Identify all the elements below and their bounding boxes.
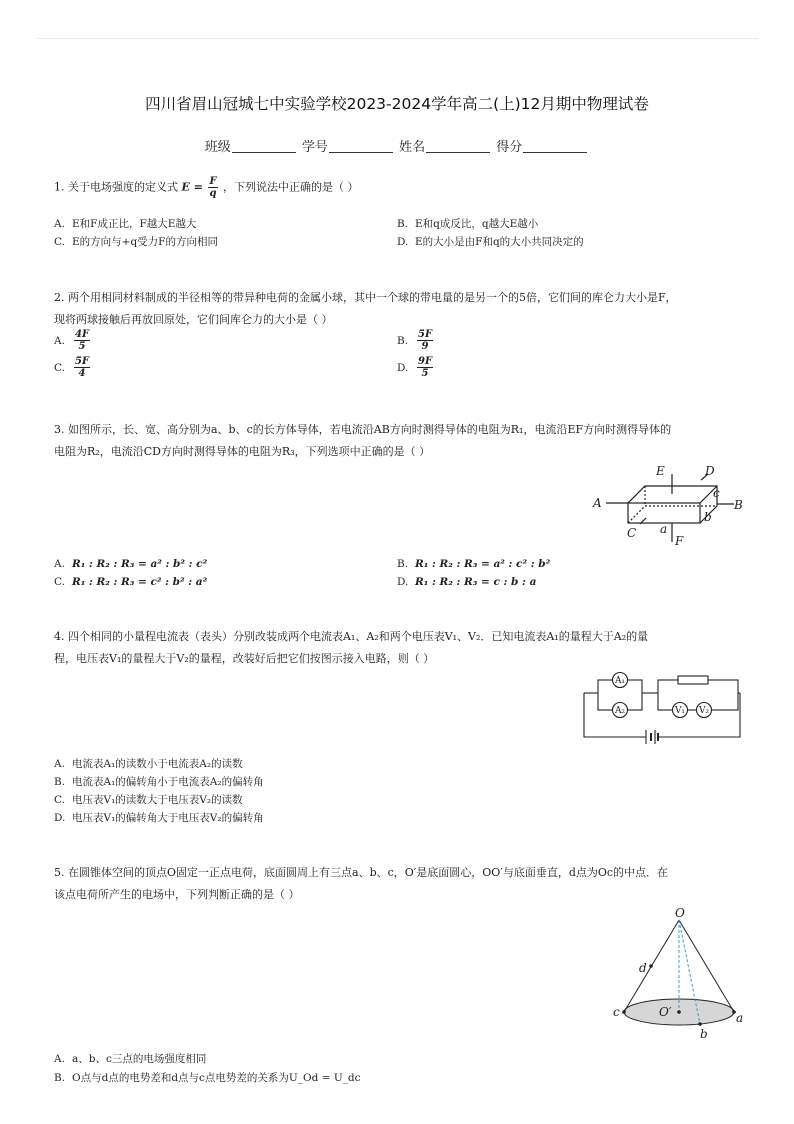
name-blank[interactable] [426, 140, 490, 153]
q5-option-b[interactable]: B. O点与d点的电势差和d点与c点电势差的关系为U_Od = U_dc [54, 1072, 361, 1084]
q2-option-a[interactable]: A. $\frac{4F}{5}$ [54, 329, 90, 352]
q1-option-a[interactable]: A. E和F成正比，F越大E越大 [54, 218, 197, 230]
label-O: O [675, 906, 685, 920]
label-F: F [675, 534, 684, 548]
q2-option-d[interactable]: D. $\frac{9F}{5}$ [397, 356, 433, 379]
q4-option-b[interactable]: B. 电流表A₁的偏转角小于电流表A₂的偏转角 [54, 776, 264, 788]
number-blank[interactable] [329, 140, 393, 153]
label-C: C [627, 526, 637, 540]
q4-circuit-figure [580, 664, 745, 749]
q3-line-2: 电阻为R₂，电流沿CD方向时测得导体的电阻为R₃，下列选项中正确的是（ ） [54, 445, 431, 458]
label-a: a [736, 1011, 744, 1025]
q5-line-1: 5. 在圆锥体空间的顶点O固定一正点电荷，底面圆周上有三点a、b、c，O′是底面圆心，OO′与底面垂直，d点为Oc的中点．在 [54, 866, 669, 879]
label-d: d [639, 961, 647, 975]
resistor [678, 676, 708, 684]
q3-line-1: 3. 如图所示，长、宽、高分别为a、b、c的长方体导体，若电流沿AB方向时测得导体的电阻为R₁，电流沿EF方向时测得导体的 [54, 423, 672, 436]
label-V1: V₁ [674, 706, 686, 716]
class-label: 班级 [204, 140, 231, 155]
q1-option-b[interactable]: B. E和q成反比，q越大E越小 [397, 218, 539, 230]
q2-line-2: 现将两球接触后再放回原处，它们间库仑力的大小是（ ） [54, 313, 333, 326]
label-O2: O′ [659, 1005, 672, 1019]
question-5 [54, 862, 744, 906]
q3-option-a[interactable]: A. R₁ : R₂ : R₃ = a² : b² : c² [54, 558, 208, 570]
q5-option-a[interactable]: A. a、b、c三点的电场强度相同 [54, 1053, 207, 1065]
q1-option-d[interactable]: D. E的大小是由F和q的大小共同决定的 [397, 236, 584, 248]
score-label: 得分 [496, 140, 523, 155]
q4-option-d[interactable]: D. 电压表V₁的偏转角大于电压表V₂的偏转角 [54, 812, 264, 824]
label-A1: A₁ [614, 676, 626, 686]
point-b [698, 1022, 702, 1026]
q2-option-b[interactable]: B. $\frac{5F}{9}$ [397, 329, 433, 352]
label-A2: A₂ [614, 706, 626, 716]
q4-option-c[interactable]: C. 电压表V₁的读数大于电压表V₂的读数 [54, 794, 243, 806]
q1-num: F [209, 176, 217, 187]
q2-line-1: 2. 两个用相同材料制成的半径相等的带异种电荷的金属小球，其中一个球的带电量的是另一个的5倍，它们间的库仑力大小是F， [54, 291, 677, 304]
label-A: A [593, 496, 602, 510]
q1-den: q [209, 188, 217, 199]
name-label: 姓名 [399, 140, 426, 155]
label-b: b [700, 1027, 708, 1041]
q1-stem-post: ，下列说法中正确的是（ ） [223, 180, 359, 194]
q5-cone-figure [604, 902, 754, 1047]
score-blank[interactable] [523, 140, 587, 153]
cone-edge-right [679, 920, 734, 1012]
cuboid-hidden-edge-d [628, 506, 645, 523]
point-O2 [677, 1010, 681, 1014]
q1-option-c[interactable]: C. E的方向与+q受力F的方向相同 [54, 236, 218, 248]
q4-option-a[interactable]: A. 电流表A₁的读数小于电流表A₂的读数 [54, 758, 243, 770]
q2-option-c[interactable]: C. $\frac{5F}{4}$ [54, 356, 90, 379]
label-E: E [656, 464, 665, 478]
number-label: 学号 [301, 140, 328, 155]
page-title: 四川省眉山冠城七中实验学校2023-2024学年高二(上)12月期中物理试卷 [145, 95, 649, 113]
class-blank[interactable] [232, 140, 296, 153]
q1-fraction [208, 176, 217, 199]
question-3 [54, 419, 744, 463]
label-c: c [613, 1005, 620, 1019]
question-2 [54, 287, 744, 331]
q3-option-b[interactable]: B. R₁ : R₂ : R₃ = a² : c² : b² [397, 558, 551, 570]
label-D: D [705, 464, 715, 478]
point-c [622, 1010, 626, 1014]
point-d [649, 964, 653, 968]
q1-stem-pre: 1. 关于电场强度的定义式 [54, 180, 178, 194]
q5-line-2: 该点电荷所产生的电场中，下列判断正确的是（ ） [54, 888, 300, 901]
q4-line-2: 程，电压表V₁的量程大于V₂的量程，改装好后把它们按图示接入电路，则（ ） [54, 652, 435, 665]
label-V2: V₂ [698, 706, 710, 716]
student-info-line [0, 136, 794, 155]
label-b: b [704, 510, 712, 524]
label-c: c [713, 486, 720, 500]
q3-option-d[interactable]: D. R₁ : R₂ : R₃ = c : b : a [397, 576, 537, 588]
q3-cuboid-figure [588, 460, 748, 552]
label-B: B [734, 498, 743, 512]
q1-eq: E = [181, 180, 203, 194]
q3-option-c[interactable]: C. R₁ : R₂ : R₃ = c² : b² : a² [54, 576, 208, 588]
question-1 [54, 176, 744, 199]
label-a: a [660, 522, 668, 536]
top-divider [36, 38, 758, 39]
q4-line-1: 4. 四个相同的小量程电流表（表头）分别改装成两个电流表A₁、A₂和两个电压表V₁、V₂．已知电流表A₁的量程大于A₂的量 [54, 630, 649, 643]
